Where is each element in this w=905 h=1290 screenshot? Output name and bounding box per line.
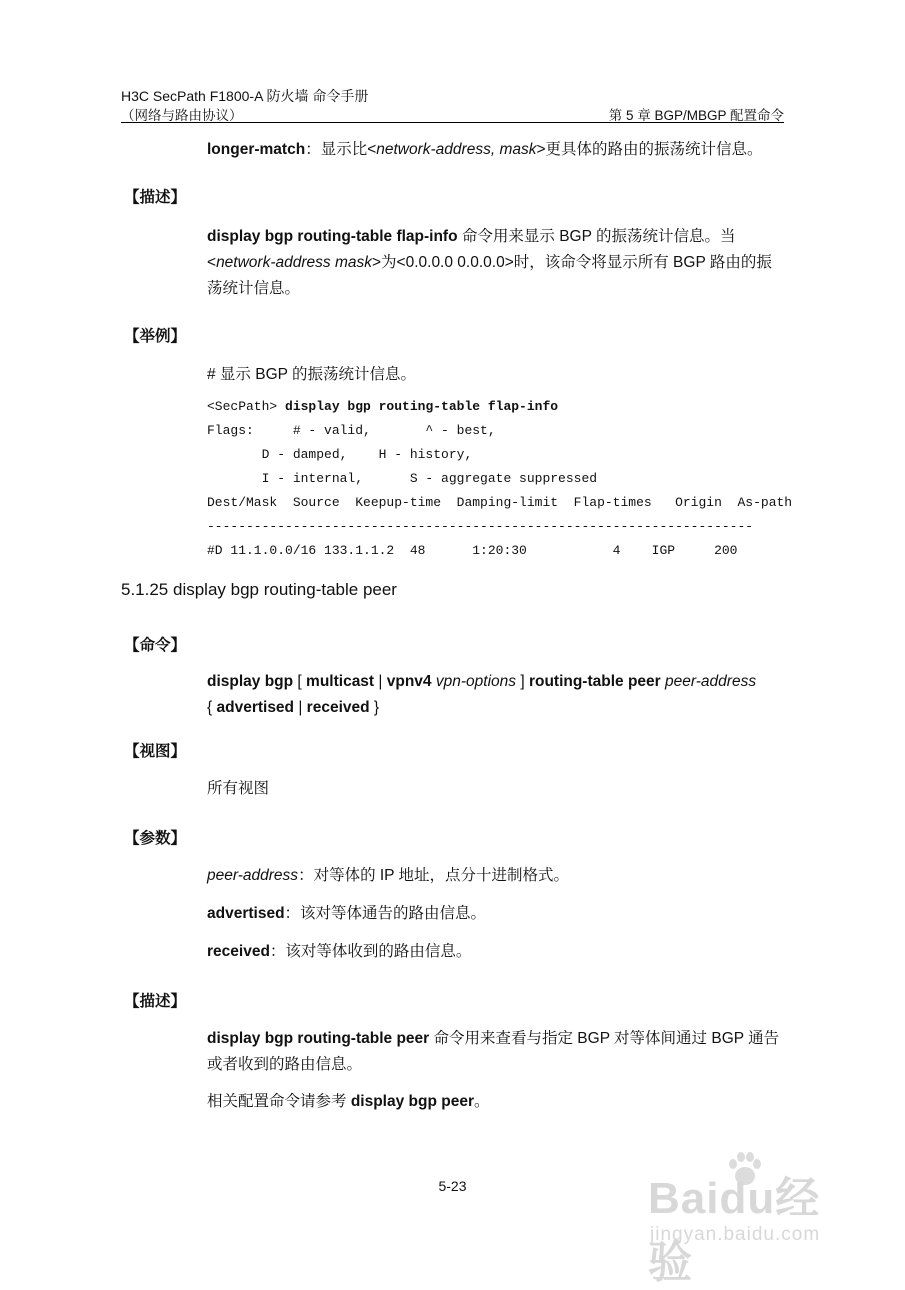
code-line: I - internal, S - aggregate suppressed: [207, 471, 598, 486]
param-name: peer-address: [207, 867, 299, 884]
syntax-part: vpnv4: [386, 673, 432, 690]
syntax-part: peer-address: [665, 673, 757, 690]
code-line: Flags: # - valid, ^ - best,: [207, 423, 496, 438]
code-cmd: display bgp routing-table flap-info: [285, 399, 559, 414]
syntax-part: {: [207, 699, 217, 716]
param-italic: network-address, mask: [376, 141, 537, 158]
param-longer-match: [207, 137, 785, 163]
syntax-part: vpn-options: [435, 673, 517, 690]
code-line: ----------------------------------------------------------------------: [207, 519, 754, 534]
syntax-part: advertised: [216, 699, 295, 716]
syntax-part: |: [374, 673, 387, 690]
param-name: received: [207, 943, 270, 960]
desc1-body: [207, 224, 785, 302]
header-product: H3C SecPath F1800-A 防火墙 命令手册: [121, 88, 369, 104]
ref-cmd: display bgp peer: [350, 1093, 474, 1110]
syntax-part: multicast: [306, 673, 375, 690]
param-text: ：该对等体通告的路由信息。: [284, 905, 487, 922]
watermark-url: jingyan.baidu.com: [650, 1224, 821, 1245]
example-heading: 【举例】: [124, 328, 187, 345]
command-syntax: [207, 669, 785, 721]
command-heading: 【命令】: [124, 637, 187, 654]
desc1-text1: 命令用来显示 BGP 的振荡统计信息。当: [457, 228, 736, 245]
syntax-part: routing-table peer: [528, 673, 661, 690]
param-name: longer-match: [207, 141, 306, 158]
watermark-logo: Baidu经验: [648, 1174, 821, 1287]
param-name: advertised: [207, 905, 285, 922]
code-line: D - damped, H - history,: [207, 447, 473, 462]
syntax-part: [: [293, 673, 307, 690]
code-prompt: <SecPath>: [207, 399, 286, 414]
code-line: #D 11.1.0.0/16 133.1.1.2 48 1:20:30 4 IGP 200: [207, 543, 738, 558]
syntax-part: ]: [516, 673, 529, 690]
syntax-part: |: [294, 699, 307, 716]
param-text: ：对等体的 IP 地址，点分十进制格式。: [298, 867, 570, 884]
page-header: [121, 86, 784, 123]
desc1-italic: network-address mask: [216, 254, 372, 271]
header-volume: （网络与路由协议）: [121, 108, 243, 123]
desc2-heading: 【描述】: [124, 993, 187, 1010]
desc1-lt: <: [207, 254, 217, 271]
param-text: ：该对等体收到的路由信息。: [269, 943, 472, 960]
desc1-cmd: display bgp routing-table flap-info: [207, 228, 458, 245]
desc2-cmd: display bgp routing-table peer: [207, 1030, 430, 1047]
view-heading: 【视图】: [124, 743, 187, 760]
param-received: [207, 939, 785, 965]
desc2-text: 命令用来查看与指定 BGP 对等体间通过 BGP 通告或者收到的路由信息。: [207, 1030, 780, 1073]
param-tail: >更具体的路由的振荡统计信息。: [536, 141, 763, 158]
example-comment: # 显示 BGP 的振荡统计信息。: [207, 366, 416, 383]
param-sep: ：显示比<: [305, 141, 377, 158]
desc2-ref: [207, 1089, 785, 1115]
syntax-part: }: [369, 699, 380, 716]
param-peer-address: [207, 863, 785, 889]
param-advertised: [207, 901, 785, 927]
header-chapter: 第 5 章 BGP/MBGP 配置命令: [608, 108, 784, 123]
desc1-heading: 【描述】: [124, 189, 187, 206]
desc2-body: [207, 1026, 785, 1078]
syntax-part: received: [306, 699, 370, 716]
section-title: 5.1.25 display bgp routing-table peer: [121, 580, 397, 599]
code-line: Dest/Mask Source Keepup-time Damping-limit Flap-times Origin As-path: [207, 495, 793, 510]
desc1-text2: >为<0.0.0.0 0.0.0.0>时，该命令将显示所有 BGP 路由的振荡统计信息。: [207, 254, 772, 297]
ref-text: 相关配置命令请参考: [207, 1093, 351, 1110]
syntax-part: display bgp: [207, 673, 294, 690]
view-text: 所有视图: [207, 780, 270, 797]
baidu-watermark: [640, 1150, 860, 1287]
ref-end: 。: [473, 1093, 490, 1110]
page-number: 5-23: [438, 1178, 467, 1194]
example-code: [207, 395, 792, 563]
params-heading: 【参数】: [124, 830, 187, 847]
